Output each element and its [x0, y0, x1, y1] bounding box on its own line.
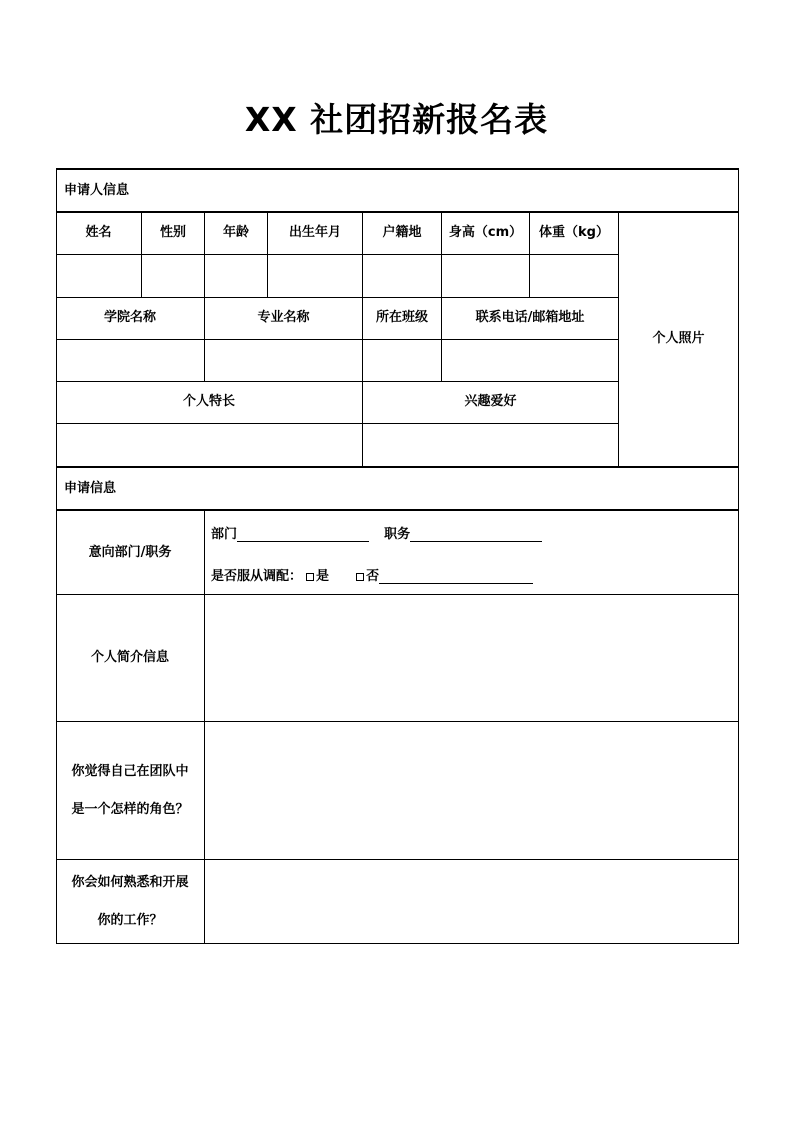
- hobbies-field[interactable]: [363, 424, 618, 466]
- header-specialty: 个人特长: [182, 394, 235, 410]
- position-label: 职务: [384, 527, 411, 542]
- contact-field[interactable]: [442, 340, 618, 381]
- bio-field[interactable]: [205, 595, 738, 721]
- position-input[interactable]: [410, 529, 542, 542]
- gender-field[interactable]: [142, 255, 204, 297]
- photo-area[interactable]: 个人照片: [652, 331, 705, 347]
- header-gender: 性别: [159, 225, 186, 241]
- section-header-applicant: 申请人信息: [64, 183, 130, 199]
- height-field[interactable]: [442, 255, 529, 297]
- role-label-line1: 你觉得自己在团队中: [71, 763, 189, 779]
- name-field[interactable]: [57, 255, 141, 297]
- header-class: 所在班级: [375, 310, 428, 326]
- obey-line: [211, 565, 533, 584]
- no-reason-input[interactable]: [379, 571, 533, 584]
- role-label-line2: 是一个怎样的角色？: [71, 801, 189, 817]
- header-college: 学院名称: [103, 310, 156, 326]
- major-field[interactable]: [205, 340, 362, 381]
- no-label: 否: [366, 569, 380, 584]
- header-name: 姓名: [85, 225, 112, 241]
- weight-field[interactable]: [530, 255, 618, 297]
- border-bottom: [56, 943, 739, 944]
- department-label: 部门: [211, 527, 238, 542]
- section-header-application: 申请信息: [64, 480, 117, 496]
- header-weight: 体重（kg）: [539, 225, 609, 241]
- border-right: [738, 168, 739, 944]
- header-hobbies: 兴趣爱好: [464, 394, 517, 410]
- age-field[interactable]: [205, 255, 267, 297]
- intent-label: 意向部门/职务: [88, 544, 172, 560]
- yes-label: 是: [316, 569, 330, 584]
- header-major: 专业名称: [257, 310, 310, 326]
- role-label: [56, 722, 204, 859]
- header-contact: 联系电话/邮箱地址: [475, 310, 585, 326]
- registration-form: [56, 168, 739, 944]
- role-field[interactable]: [205, 722, 738, 859]
- work-label-line1: 你会如何熟悉和开展: [71, 874, 189, 890]
- college-field[interactable]: [57, 340, 204, 381]
- form-title: XX 社团招新报名表: [244, 100, 549, 139]
- specialty-field[interactable]: [57, 424, 362, 466]
- yes-checkbox[interactable]: [306, 573, 314, 581]
- bio-label: 个人简介信息: [90, 650, 169, 666]
- header-height: 身高（cm）: [448, 225, 523, 241]
- department-input[interactable]: [237, 529, 369, 542]
- header-birth-date: 出生年月: [288, 225, 341, 241]
- header-hometown: 户籍地: [382, 225, 422, 241]
- work-label-line2: 你的工作？: [97, 912, 163, 928]
- birth-date-field[interactable]: [268, 255, 362, 297]
- class-field[interactable]: [363, 340, 441, 381]
- hometown-field[interactable]: [363, 255, 441, 297]
- no-checkbox[interactable]: [356, 573, 364, 581]
- obey-label: 是否服从调配：: [211, 569, 303, 584]
- work-label: [56, 860, 204, 943]
- work-field[interactable]: [205, 860, 738, 943]
- department-line: [211, 523, 542, 542]
- header-age: 年龄: [222, 225, 249, 241]
